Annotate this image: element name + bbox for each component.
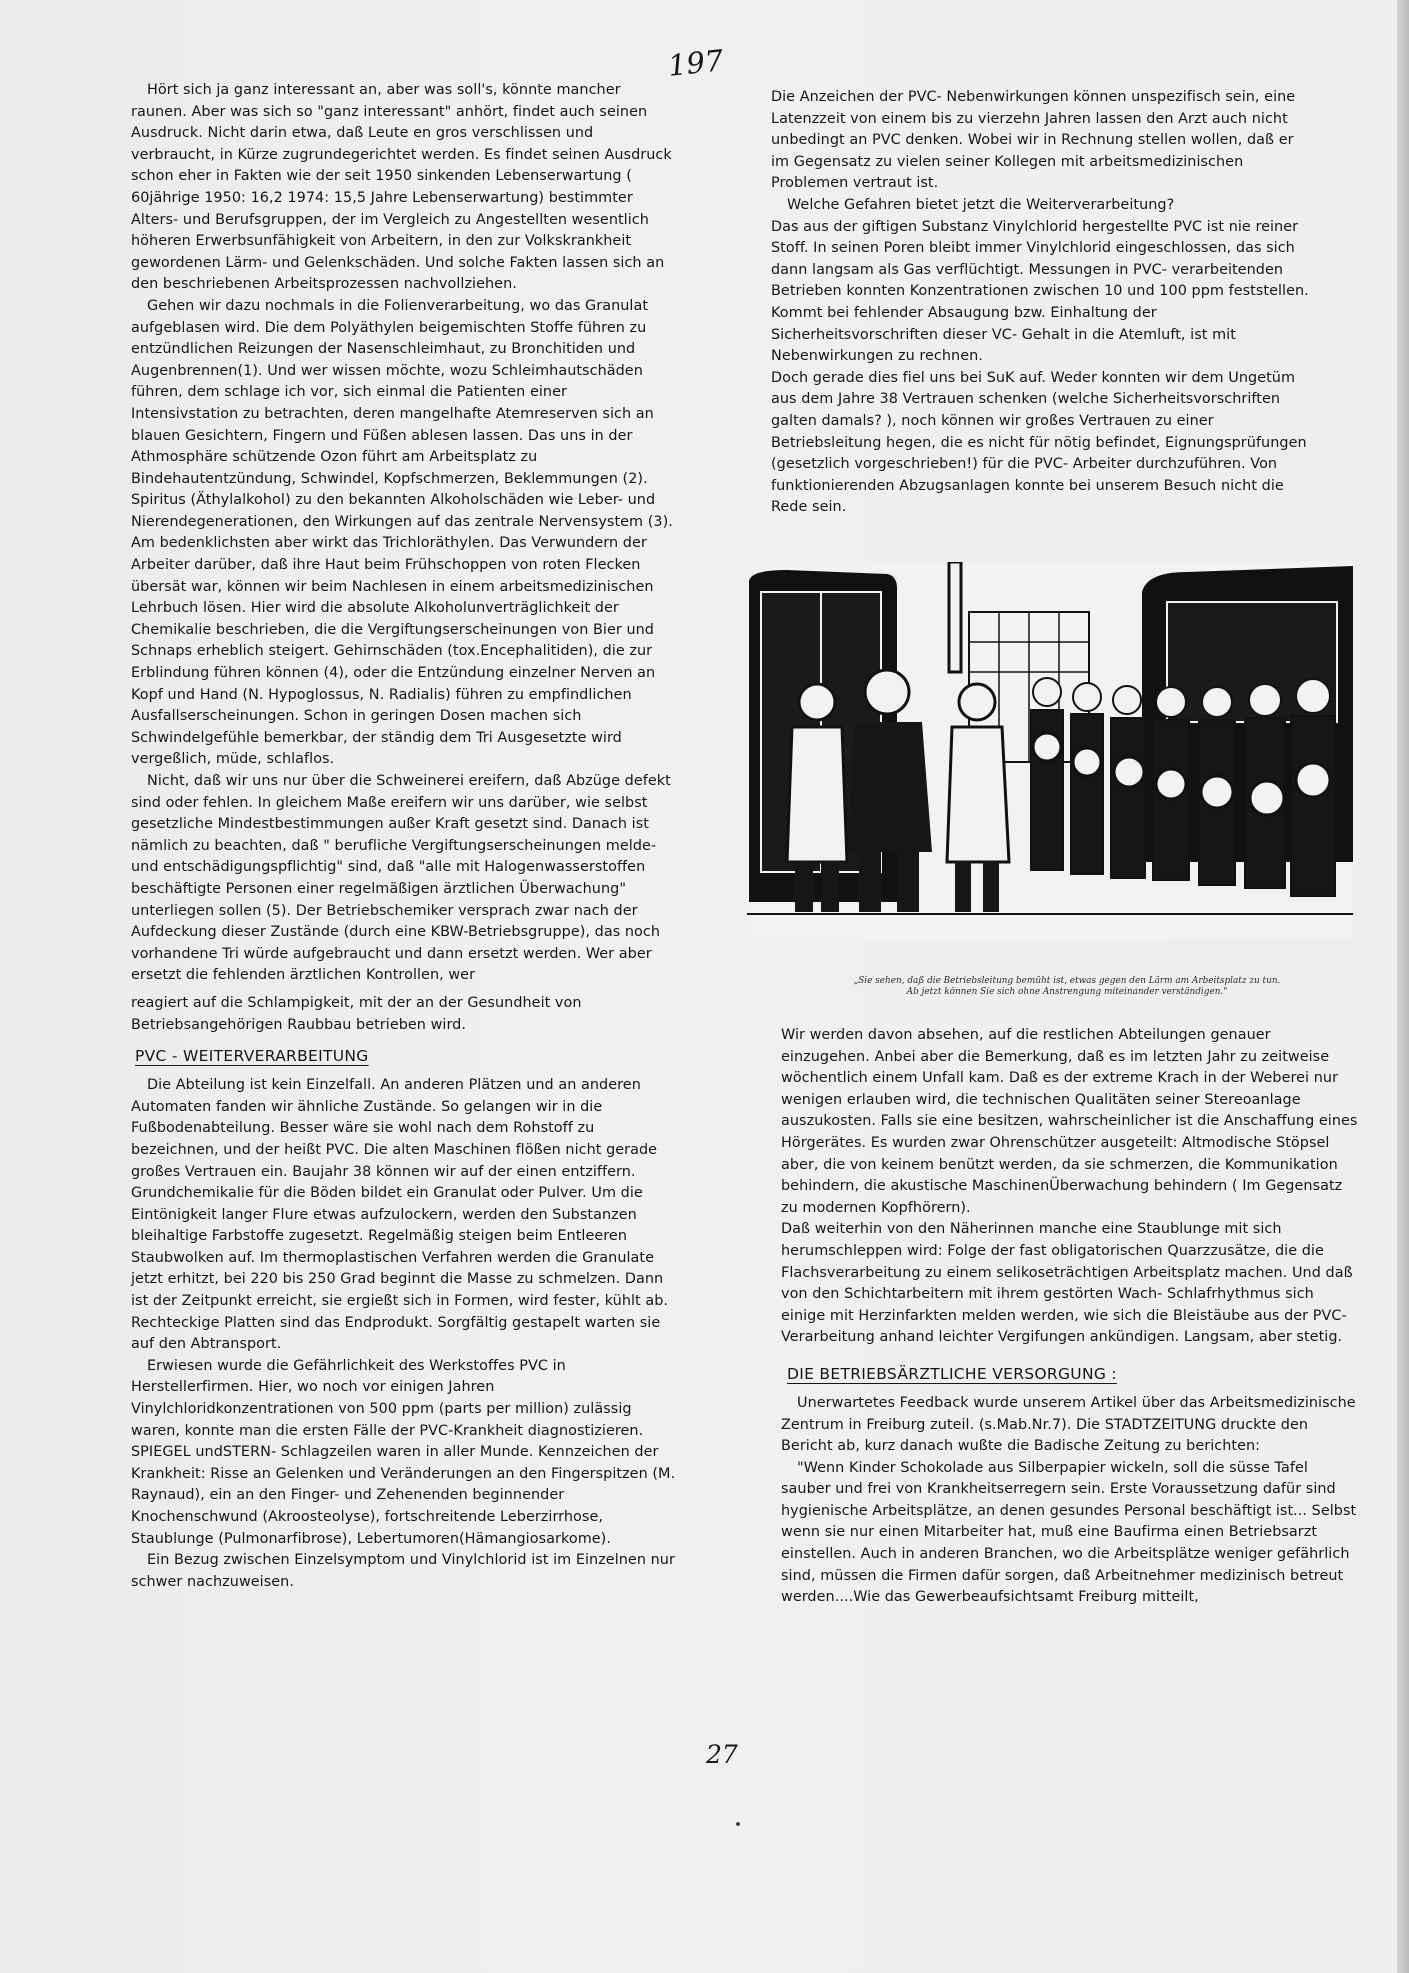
paragraph: reagiert auf die Schlampigkeit, mit der an der Gesundheit von Betriebsangehörigen Raubbau betrieben wird. xyxy=(131,994,582,1033)
cartoon-caption xyxy=(772,976,1362,998)
paragraph: Erwiesen wurde die Gefährlichkeit des Werkstoffes PVC in Herstellerfirmen. Hier, wo noch vor einigen Jahren Vinylchloridkonzentrationen von 500 ppm (parts per million) zulässig waren, konnte man die ersten Fälle der PVC-Krankheit diagnostizieren. SPIEGEL undSTERN- Schlagzeilen waren in aller Munde. Kennzeichen der Krankheit: Risse an Gelenken und Veränderungen an den Fingerspitzen (M. Raynaud), ein an den Finger- und Zehenenden beginnender Knochenschwund (Akroosteolyse), fortschreitende Leberzirrhose, Staublunge (Pulmonarfibrose), Lebertumoren(Hämangiosarkome). xyxy=(131,1357,676,1547)
handwritten-page-number: 27 xyxy=(706,1740,738,1769)
scan-speck xyxy=(736,1822,740,1826)
handwritten-folio: 197 xyxy=(666,43,725,83)
paragraph: Daß weiterhin von den Näherinnen manche eine Staublunge mit sich herumschleppen wird: Folge der fast obligatorischen Quarzzusätze, die die Flachsverarbeitung zu einem selikoseträchtigen Arbeitsplatz machen. Und daß von den Schichtarbeitern mit ihrem gestörten Wach- Schlafrhythmus sich einige mit Herzinfarkten melden werden, wie sich die Bleistäube aus der PVC-Verarbeitung anhand leichter Vergifungen ankündigen. Langsam, aber stetig. xyxy=(781,1221,1353,1346)
paragraph: Die Abteilung ist kein Einzelfall. An anderen Plätzen und an anderen Automaten fanden wir ähnliche Zustände. So gelangen wir in die Fußbodenabteilung. Besser wäre sie wohl nach dem Rohstoff zu bezeichnen, und der heißt PVC. Die alten Maschinen flößen nicht gerade großes Vertrauen ein. Baujahr 38 können wir auf der einen entziffern. Grundchemikalie für die Böden bildet ein Granulat oder Pulver. Um die Eintönigkeit langer Flure etwas aufzulockern, werden den Substanzen bleihaltige Farbstoffe zugesetzt. Regelmäßig steigen beim Entleeren Staubwolken auf. Im thermoplastischen Verfahren werden die Granulate jetzt erhitzt, bei 220 bis 250 Grad beginnt die Masse zu schmelzen. Dann ist der Zeitpunkt erreicht, sie ergießt sich in Formen, wird fester, kühlt ab. Rechteckige Platten sind das Endprodukt. Sorgfältig gestapelt warten sie auf den Abtransport. xyxy=(131,1077,669,1353)
cartoon-illustration xyxy=(747,562,1353,938)
paragraph: Gehen wir dazu nochmals in die Folienverarbeitung, wo das Granulat aufgeblasen wird. Die dem Polyäthylen beigemischten Stoffe führen zu entzündlichen Reizungen der Nasenschleimhaut, zu Bronchitiden und Augenbrennen(1). Und wer wissen möchte, wozu Schleimhautschäden führen, dem schlage ich vor, sich einmal die Patienten einer Intensivstation zu betrachten, deren mangelhafte Atemreserven sich an blauen Gesichtern, Fingern und Füßen ablesen lassen. Das uns in der Athmosphäre schützende Ozon führt am Arbeitsplatz zu Bindehautentzündung, Schwindel, Kopfschmerzen, Beklemmungen (2). Spiritus (Äthylalkohol) zu den bekannten Alkoholschäden wie Leber- und Nierendegenerationen, den Wirkungen auf das zentrale Nervensystem (3). Am bedenklichsten aber wirkt das Trichloräthylen. Das Verwundern der Arbeiter darüber, daß ihre Haut beim Frühschoppen von roten Flecken übersät war, können wir beim Nachlesen in einem arbeitsmedizinischen Lehrbuch lösen. Hier wird die absolute Alkoholunverträglichkeit der Chemikalie beschrieben, die die Vergiftungserscheinungen von Bier und Schnaps erheblich steigert. Gehirnschäden (tox.Encephalitiden), die zur Erblindung führen können (4), oder die Entzündung einzelner Nerven an Kopf und Hand (N. Hypoglossus, N. Radialis) führen zu empfindlichen Ausfallserscheinungen. Schon in geringen Dosen machen sich Schwindelgefühle bemerkbar, der ständig dem Tri Ausgesetzte wird vergeßlich, müde, schlaflos. xyxy=(131,297,673,768)
binding-edge xyxy=(1397,0,1409,1973)
paragraph: Doch gerade dies fiel uns bei SuK auf. Weder konnten wir dem Ungetüm aus dem Jahre 38 Vertrauen schenken (welche Sicherheitsvorschriften galten damals? ), noch können wir großes Vertrauen zu einer Betriebsleitung hegen, die es nicht für nötig befindet, Eignungsprüfungen (gesetzlich vorgeschrieben!) für die PVC- Arbeiter durchzuführen. Von funktionierenden Abzugsanlagen konnte bei unserem Besuch nicht die Rede sein. xyxy=(771,369,1307,516)
paragraph: "Wenn Kinder Schokolade aus Silberpapier wickeln, soll die süsse Tafel sauber und frei von Krankheitserregern sein. Erste Voraussetzung dafür sind hygienische Arbeitsplätze, an denen gesundes Personal beschäftigt ist... Selbst wenn sie nur einen Mitarbeiter hat, muß eine Baufirma einen Betriebsarzt einstellen. Auch in anderen Branchen, wo die Arbeitsplätze weniger gefährlich sind, müssen die Firmen dafür sorgen, daß Arbeitnehmer medizinisch betreut werden....Wie das Gewerbeaufsichtsamt Freiburg mitteilt, xyxy=(781,1459,1357,1606)
caption-line-1: „Sie sehen, daß die Betriebsleitung bemüht ist, etwas gegen den Lärm am Arbeitsplatz zu tun. xyxy=(853,976,1281,986)
right-column-top xyxy=(771,87,1316,519)
section-heading: DIE BETRIEBSÄRZTLICHE VERSORGUNG : xyxy=(787,1364,1117,1383)
right-column-bottom xyxy=(781,1025,1361,1609)
caption-line-2: Ab jetzt können Sie sich ohne Anstrengung miteinander verständigen." xyxy=(906,987,1228,997)
left-column xyxy=(131,80,676,1593)
paragraph: Das aus der giftigen Substanz Vinylchlorid hergestellte PVC ist nie reiner Stoff. In seinen Poren bleibt immer Vinylchlorid eingeschlossen, das sich dann langsam als Gas verflüchtigt. Messungen in PVC- verarbeitenden Betrieben konnten Konzentrationen zwischen 10 und 100 ppm feststellen. Kommt bei fehlender Absaugung bzw. Einhaltung der Sicherheitsvorschriften dieser VC- Gehalt in die Atemluft, ist mit Nebenwirkungen zu rechnen. xyxy=(771,218,1309,365)
paragraph: Nicht, daß wir uns nur über die Schweinerei ereifern, daß Abzüge defekt sind oder fehlen. In gleichem Maße ereifern wir uns darüber, wie selbst gesetzliche Mindestbestimmungen außer Kraft gesetzt sind. Danach ist nämlich zu beachten, daß " berufliche Vergiftungserscheinungen melde- und entschädigungspflichtig" sind, daß "alle mit Halogenwasserstoffen beschäftigte Personen einer regelmäßigen ärztlichen Überwachung" unterliegen sollen (5). Der Betriebschemiker versprach zwar nach der Aufdeckung dieser Zustände (durch eine KBW-Betriebsgruppe), das noch vorhandene Tri würde aufgebraucht und dann ersetzt werden. Wer aber ersetzt die fehlenden ärztlichen Kontrollen, wer xyxy=(131,773,671,984)
paragraph: Hört sich ja ganz interessant an, aber was soll's, könnte mancher raunen. Aber was sich so "ganz interessant" anhört, findet auch seinen Ausdruck. Nicht darin etwa, daß Leute en gros verschlissen und verbraucht, in Kürze zugrundegerichtet werden. Es findet seinen Ausdruck schon eher in Fakten wie der seit 1950 sinkenden Lebenserwartung ( 60jährige 1950: 16,2 1974: 15,5 Jahre Lebenserwartung) bestimmter Alters- und Berufsgruppen, der im Vergleich zu Angestellten wesentlich höheren Erwerbsunfähigkeit von Arbeitern, in den zur Volkskrankheit gewordenen Lärm- und Gelenkschäden. Und solche Fakten lassen sich an den beschriebenen Arbeitsprozessen nachvollziehen. xyxy=(131,82,672,293)
section-heading: PVC - WEITERVERARBEITUNG xyxy=(135,1047,369,1066)
paragraph: Unerwartetes Feedback wurde unserem Artikel über das Arbeitsmedizinische Zentrum in Freiburg zuteil. (s.Mab.Nr.7). Die STADTZEITUNG druckte den Bericht ab, kurz danach wußte die Badische Zeitung zu berichten: xyxy=(781,1394,1356,1455)
paragraph: Die Anzeichen der PVC- Nebenwirkungen können unspezifisch sein, eine Latenzzeit von einem bis zu vierzehn Jahren lassen den Arzt auch nicht unbedingt an PVC denken. Wobei wir in Rechnung stellen wollen, daß er im Gegensatz zu vielen seiner Kollegen mit arbeitsmedizinischen Problemen vertraut ist. xyxy=(771,89,1296,192)
paragraph: Ein Bezug zwischen Einzelsymptom und Vinylchlorid ist im Einzelnen nur schwer nachzuweisen. xyxy=(131,1552,675,1590)
cartoon-drawing xyxy=(747,562,1353,938)
paragraph: Welche Gefahren bietet jetzt die Weiterverarbeitung? xyxy=(787,196,1175,213)
paragraph: Wir werden davon absehen, auf die restlichen Abteilungen genauer einzugehen. Anbei aber die Bemerkung, daß es im letzten Jahr zu zeitweise wöchentlich einem Unfall kam. Daß es der extreme Krach in der Weberei nur wenigen erlauben wird, die technischen Qualitäten seiner Stereoanlage auszukosten. Falls sie eine besitzen, wahrscheinlicher ist die Anschaffung eines Hörgerätes. Es wurden zwar Ohrenschützer ausgeteilt: Altmodische Stöpsel aber, die von keinem benützt werden, da sie schmerzen, die Kommunikation behindern, die akustische MaschinenÜberwachung behindern ( Im Gegensatz zu modernen Kopfhörern). xyxy=(781,1027,1358,1216)
